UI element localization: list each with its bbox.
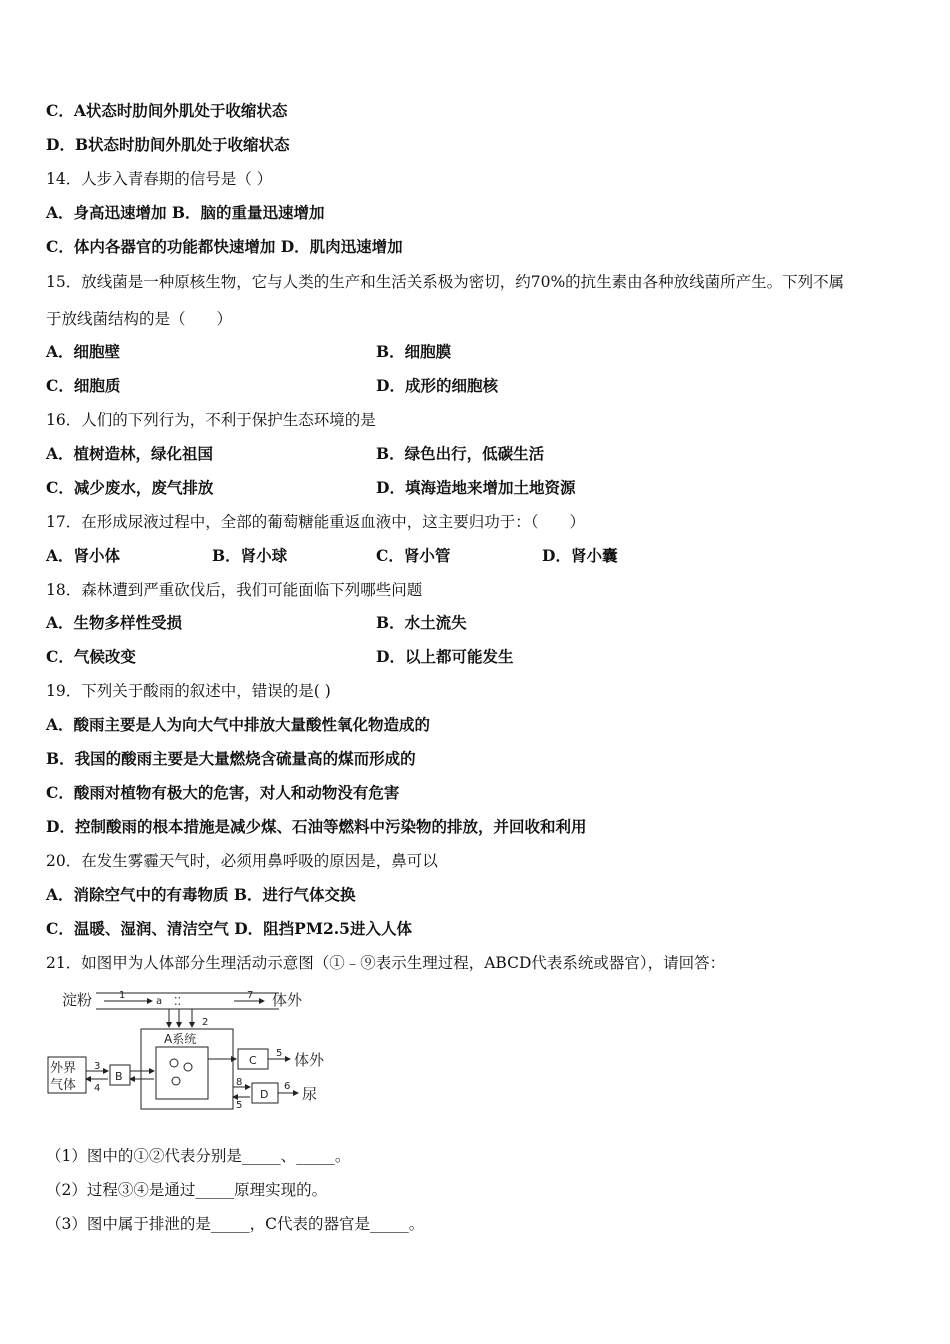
- diagram-num-3: 3: [94, 1061, 101, 1072]
- diagram-num-2: 2: [202, 1017, 209, 1028]
- diagram-box-b: B: [115, 1070, 123, 1083]
- q17-option-d: D．肾小囊: [542, 546, 618, 565]
- diagram-label-system-a: A系统: [164, 1032, 197, 1046]
- q21-sub3: （3）图中属于排泄的是_____，C代表的器官是_____。: [46, 1215, 425, 1233]
- q16-option-c: C．减少废水，废气排放: [46, 478, 214, 497]
- q15-option-b: B．细胞膜: [376, 342, 452, 361]
- q21-stem: 21．如图甲为人体部分生理活动示意图（①﹣⑨表示生理过程，ABCD代表系统或器官），请回答：: [46, 954, 726, 972]
- q19-stem: 19．下列关于酸雨的叙述中，错误的是( ): [46, 682, 331, 700]
- q18-option-d: D．以上都可能发生: [376, 647, 514, 666]
- q20-stem: 20．在发生雾霾天气时，必须用鼻呼吸的原因是，鼻可以: [46, 852, 438, 870]
- q17-option-c: C．肾小管: [376, 546, 451, 565]
- diagram-box-c: C: [249, 1054, 257, 1067]
- diagram-num-8: 8: [236, 1077, 243, 1088]
- q15-option-c: C．细胞质: [46, 376, 121, 395]
- diagram-num-1: 1: [119, 990, 126, 1001]
- q15-stem-line1: 15．放线菌是一种原核生物，它与人类的生产和生活关系极为密切，约70%的抗生素由各种放线菌所产生。下列不属: [46, 273, 845, 291]
- diagram-num-7: 7: [247, 990, 254, 1001]
- q15-option-a: A．细胞壁: [46, 342, 121, 361]
- q18-option-a: A．生物多样性受损: [46, 613, 183, 632]
- physiology-diagram: [44, 985, 344, 1115]
- q17-option-a: A．肾小体: [46, 546, 121, 565]
- q19-option-b: B．我国的酸雨主要是大量燃烧含硫量高的煤而形成的: [46, 749, 416, 768]
- q14-stem: 14．人步入青春期的信号是（ ）: [46, 170, 273, 188]
- q20-options-ab: A．消除空气中的有毒物质 B．进行气体交换: [46, 885, 356, 904]
- diagram-num-5: 5: [276, 1048, 283, 1059]
- diagram-label-outside-air-1: 外界: [50, 1061, 77, 1076]
- q15-stem-line2: 于放线菌结构的是（ ）: [46, 310, 233, 328]
- svg-text:⁚⁚: ⁚⁚: [174, 995, 181, 1008]
- q16-stem: 16．人们的下列行为，不利于保护生态环境的是: [46, 411, 376, 429]
- diagram-label-body-out-top: 体外: [272, 991, 303, 1009]
- diagram-num-6: 6: [284, 1081, 291, 1092]
- diagram-label-body-out-c: 体外: [294, 1051, 325, 1069]
- diagram-num-9: 5: [236, 1100, 243, 1111]
- diagram-num-4: 4: [94, 1083, 101, 1094]
- q13-option-d: D．B状态时肋间外肌处于收缩状态: [46, 135, 290, 154]
- q19-option-a: A．酸雨主要是人为向大气中排放大量酸性氧化物造成的: [46, 715, 431, 734]
- q17-option-b: B．肾小球: [212, 546, 288, 565]
- q16-option-d: D．填海造地来增加土地资源: [376, 478, 576, 497]
- diagram-label-urine: 尿: [302, 1085, 318, 1103]
- q20-options-cd: C．温暖、湿润、清洁空气 D．阻挡PM2.5进入人体: [46, 919, 412, 938]
- q16-option-a: A．植树造林，绿化祖国: [46, 444, 214, 463]
- q17-stem: 17．在形成尿液过程中，全部的葡萄糖能重返血液中，这主要归功于：（ ）: [46, 513, 585, 531]
- diagram-label-outside-air-2: 气体: [50, 1078, 77, 1093]
- q14-options-ab: A．身高迅速增加 B．脑的重量迅速增加: [46, 203, 325, 222]
- q19-option-d: D．控制酸雨的根本措施是减少煤、石油等燃料中污染物的排放，并回收和利用: [46, 817, 587, 836]
- q14-options-cd: C．体内各器官的功能都快速增加 D．肌肉迅速增加: [46, 237, 403, 256]
- q13-option-c: C．A状态时肋间外肌处于收缩状态: [46, 101, 288, 120]
- q18-option-c: C．气候改变: [46, 647, 136, 666]
- diagram-label-a: a: [156, 996, 163, 1007]
- q18-option-b: B．水土流失: [376, 613, 467, 632]
- q21-sub1: （1）图中的①②代表分别是_____、_____。: [46, 1147, 351, 1165]
- q18-stem: 18．森林遭到严重砍伐后，我们可能面临下列哪些问题: [46, 581, 423, 599]
- q16-option-b: B．绿色出行，低碳生活: [376, 444, 545, 463]
- q19-option-c: C．酸雨对植物有极大的危害，对人和动物没有危害: [46, 783, 400, 802]
- q21-sub2: （2）过程③④是通过_____原理实现的。: [46, 1181, 328, 1199]
- diagram-label-starch: 淀粉: [62, 991, 93, 1009]
- q15-option-d: D．成形的细胞核: [376, 376, 498, 395]
- diagram-box-d: D: [260, 1088, 269, 1101]
